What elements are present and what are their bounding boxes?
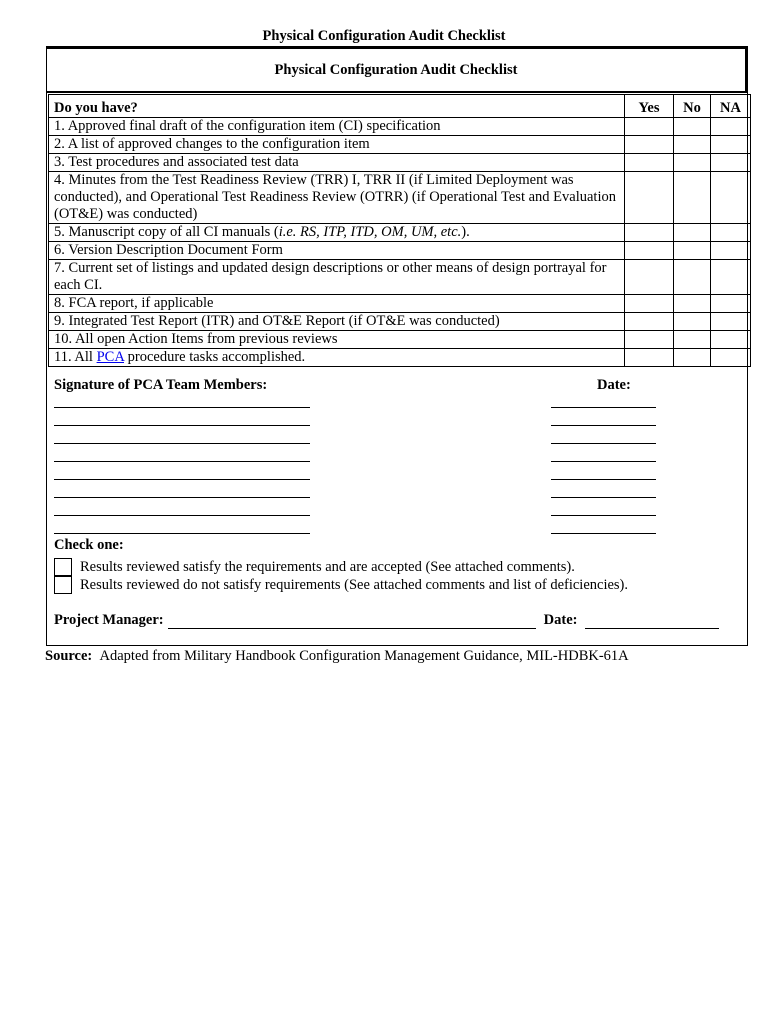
table-row: [49, 295, 751, 313]
no-cell[interactable]: [674, 295, 711, 313]
table-row: [49, 154, 751, 172]
na-cell[interactable]: [711, 118, 751, 136]
header-yes: Yes: [625, 95, 674, 118]
row-text: 7. Current set of listings and updated design descriptions or other means of design portrayal for each CI.: [49, 260, 625, 295]
reject-option-label: Results reviewed do not satisfy requirements (See attached comments and list of deficiencies).: [80, 576, 629, 593]
row-text-end: procedure tasks accomplished.: [124, 349, 306, 365]
na-cell[interactable]: [711, 242, 751, 260]
signature-line[interactable]: [54, 443, 310, 444]
table-row: [49, 349, 751, 367]
no-cell[interactable]: [674, 224, 711, 242]
yes-cell[interactable]: [625, 313, 674, 331]
accept-option-label: Results reviewed satisfy the requirements and are accepted (See attached comments).: [80, 558, 575, 575]
na-cell[interactable]: [711, 313, 751, 331]
source-label: Source:: [45, 648, 93, 664]
date-line[interactable]: [551, 407, 656, 408]
yes-cell[interactable]: [625, 295, 674, 313]
no-cell[interactable]: [674, 313, 711, 331]
date-line[interactable]: [551, 515, 656, 516]
signature-line[interactable]: [54, 515, 310, 516]
row-text: 6. Version Description Document Form: [49, 242, 625, 260]
signature-line[interactable]: [54, 425, 310, 426]
na-cell[interactable]: [711, 349, 751, 367]
yes-cell[interactable]: [625, 136, 674, 154]
signature-line[interactable]: [54, 407, 310, 408]
row-text-end: ).: [461, 224, 470, 240]
signature-date-label: Date:: [597, 377, 631, 393]
yes-cell[interactable]: [625, 154, 674, 172]
no-cell[interactable]: [674, 136, 711, 154]
signature-line[interactable]: [54, 479, 310, 480]
na-cell[interactable]: [711, 260, 751, 295]
row-text-start: 11. All: [54, 349, 97, 365]
na-cell[interactable]: [711, 331, 751, 349]
checklist-form: [46, 46, 748, 646]
pca-link[interactable]: PCA: [96, 349, 124, 365]
reject-option: [54, 576, 628, 594]
table-row: [49, 313, 751, 331]
box-title: Physical Configuration Audit Checklist: [47, 47, 747, 93]
no-cell[interactable]: [674, 331, 711, 349]
project-manager-row: [54, 612, 719, 629]
check-one-label: Check one:: [54, 537, 124, 553]
na-cell[interactable]: [711, 136, 751, 154]
accept-option: [54, 558, 575, 576]
date-line[interactable]: [551, 533, 656, 534]
header-na: NA: [711, 95, 751, 118]
date-line[interactable]: [551, 443, 656, 444]
signature-line[interactable]: [54, 533, 310, 534]
page-title: Physical Configuration Audit Checklist: [262, 28, 506, 44]
na-cell[interactable]: [711, 224, 751, 242]
signature-line[interactable]: [54, 461, 310, 462]
table-header-row: [49, 95, 751, 118]
yes-cell[interactable]: [625, 331, 674, 349]
source-text: Adapted from Military Handbook Configuration Management Guidance, MIL-HDBK-61A: [99, 648, 629, 664]
yes-cell[interactable]: [625, 260, 674, 295]
row-text: [49, 349, 625, 367]
yes-cell[interactable]: [625, 349, 674, 367]
table-row: [49, 118, 751, 136]
no-cell[interactable]: [674, 118, 711, 136]
no-cell[interactable]: [674, 349, 711, 367]
no-cell[interactable]: [674, 260, 711, 295]
reject-checkbox[interactable]: [54, 576, 72, 594]
signature-label: Signature of PCA Team Members:: [54, 377, 268, 393]
source-note: [45, 648, 629, 665]
na-cell[interactable]: [711, 154, 751, 172]
na-cell[interactable]: [711, 295, 751, 313]
row-text: [49, 224, 625, 242]
date-line[interactable]: [551, 461, 656, 462]
signature-line[interactable]: [54, 497, 310, 498]
table-row: [49, 172, 751, 224]
row-text: 2. A list of approved changes to the configuration item: [49, 136, 625, 154]
date-line[interactable]: [551, 425, 656, 426]
table-row: [49, 260, 751, 295]
header-question: Do you have?: [49, 95, 625, 118]
row-text: 9. Integrated Test Report (ITR) and OT&E Report (if OT&E was conducted): [49, 313, 625, 331]
project-manager-date-label: Date:: [543, 612, 578, 628]
no-cell[interactable]: [674, 242, 711, 260]
project-manager-date-line[interactable]: [585, 614, 719, 629]
yes-cell[interactable]: [625, 242, 674, 260]
row-text: 8. FCA report, if applicable: [49, 295, 625, 313]
project-manager-label: Project Manager:: [54, 612, 164, 628]
checklist-table: [48, 94, 751, 367]
no-cell[interactable]: [674, 172, 711, 224]
row-text: 4. Minutes from the Test Readiness Review (TRR) I, TRR II (if Limited Deployment was conducted), and Operational Test Readiness Review (OTRR) (if Operational Test and Evaluation (OT&E) was conducted): [49, 172, 625, 224]
accept-checkbox[interactable]: [54, 558, 72, 576]
date-line[interactable]: [551, 479, 656, 480]
row-text-start: 5. Manuscript copy of all CI manuals (: [54, 224, 279, 240]
na-cell[interactable]: [711, 172, 751, 224]
date-line[interactable]: [551, 497, 656, 498]
row-text: 1. Approved final draft of the configuration item (CI) specification: [49, 118, 625, 136]
table-row: [49, 224, 751, 242]
yes-cell[interactable]: [625, 224, 674, 242]
row-text: 10. All open Action Items from previous reviews: [49, 331, 625, 349]
row-text: 3. Test procedures and associated test data: [49, 154, 625, 172]
project-manager-signature-line[interactable]: [168, 614, 536, 629]
row-text-italic: i.e. RS, ITP, ITD, OM, UM, etc.: [278, 224, 462, 240]
yes-cell[interactable]: [625, 118, 674, 136]
table-row: [49, 242, 751, 260]
table-row: [49, 136, 751, 154]
no-cell[interactable]: [674, 154, 711, 172]
yes-cell[interactable]: [625, 172, 674, 224]
header-no: No: [674, 95, 711, 118]
table-row: [49, 331, 751, 349]
